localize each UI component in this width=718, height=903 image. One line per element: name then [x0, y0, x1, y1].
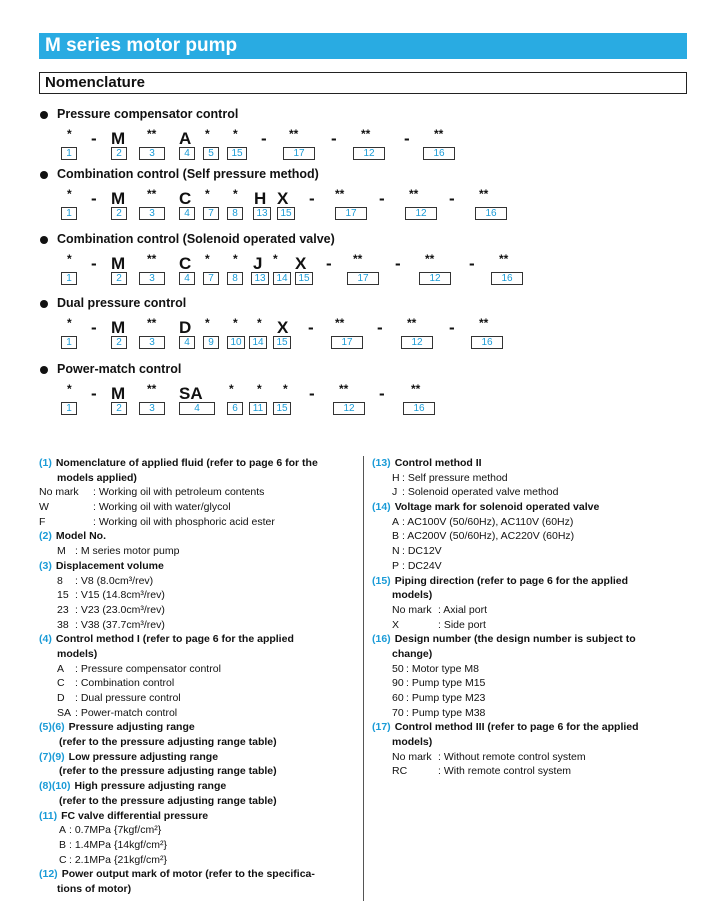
- note-value: : Pressure compensator control: [75, 662, 221, 675]
- code-number-box: 4: [179, 207, 195, 220]
- note-key: 38: [57, 618, 69, 631]
- note-line: [372, 647, 692, 662]
- note-text: models): [392, 589, 433, 602]
- note-heading: Control method I (refer to page 6 for the applied: [55, 633, 294, 646]
- code-symbol: -: [309, 189, 315, 208]
- nomenclature-section: [39, 108, 687, 168]
- code-number-box: 4: [179, 402, 215, 415]
- section-title: Combination control (Solenoid operated valve): [57, 232, 335, 246]
- note-value: : Combination control: [75, 677, 175, 690]
- note-number: (14): [372, 501, 391, 514]
- code-symbol: *: [67, 382, 72, 396]
- code-symbol: *: [229, 382, 234, 396]
- note-number: (7)(9): [39, 750, 65, 763]
- code-symbol: **: [479, 316, 489, 330]
- section-title: Dual pressure control: [57, 296, 187, 310]
- note-line: [372, 529, 692, 544]
- note-key: B: [59, 838, 67, 851]
- note-line: [39, 882, 359, 897]
- code-number-box: 13: [253, 207, 271, 220]
- column-divider: [363, 456, 364, 901]
- code-number-box: 7: [203, 207, 219, 220]
- note-value: : V8 (8.0cm³/rev): [75, 574, 154, 587]
- note-value: : AC200V (50/60Hz), AC220V (60Hz): [402, 530, 575, 543]
- code-number-box: 17: [283, 147, 315, 160]
- code-symbol: -: [91, 189, 97, 208]
- code-number-box: 6: [227, 402, 243, 415]
- code-symbol: *: [257, 382, 262, 396]
- note-line: [39, 559, 359, 574]
- code-number-box: 10: [227, 336, 245, 349]
- note-key: M: [57, 545, 66, 558]
- code-symbol: *: [283, 382, 288, 396]
- note-key: No mark: [392, 750, 432, 763]
- code-symbol: -: [379, 384, 385, 403]
- note-heading: Model No.: [55, 530, 107, 543]
- note-number: (1): [39, 457, 52, 469]
- note-line: [372, 750, 692, 765]
- note-line: [39, 735, 359, 750]
- note-key: X: [392, 618, 400, 631]
- code-number-box: 7: [203, 272, 219, 285]
- note-line: [39, 706, 359, 721]
- note-line: [39, 691, 359, 706]
- code-number-box: 13: [251, 272, 269, 285]
- note-value: : DC12V: [402, 545, 442, 558]
- code-symbol: X: [277, 318, 289, 337]
- code-number-box: 2: [111, 336, 127, 349]
- code-number-box: 1: [61, 207, 77, 220]
- code-number-box: 15: [227, 147, 247, 160]
- code-symbol: *: [233, 316, 238, 330]
- code-number-box: 12: [405, 207, 437, 220]
- code-symbol: C: [179, 254, 192, 273]
- code-symbol: -: [91, 254, 97, 273]
- bullet-icon: [40, 111, 48, 119]
- code-symbol: **: [353, 252, 363, 266]
- note-value: : Pump type M38: [406, 706, 486, 719]
- note-value: : 0.7MPa {7kgf/cm²}: [69, 824, 162, 837]
- note-number: (17): [372, 721, 391, 734]
- note-line: [372, 706, 692, 721]
- note-number: (15): [372, 574, 391, 587]
- code-symbol: -: [91, 129, 97, 148]
- code-symbol: **: [335, 316, 345, 330]
- note-heading: Nomenclature of applied fluid (refer to page 6 for the: [55, 457, 318, 469]
- note-key: A: [59, 824, 67, 837]
- code-symbol: **: [335, 187, 345, 201]
- bullet-icon: [40, 171, 48, 179]
- code-symbol: -: [404, 129, 410, 148]
- note-text: (refer to the pressure adjusting range table): [59, 794, 277, 807]
- code-number-box: 3: [139, 207, 165, 220]
- note-line: [39, 838, 359, 853]
- note-line: [372, 485, 692, 500]
- code-number-box: 2: [111, 272, 127, 285]
- code-number-box: 15: [273, 336, 291, 349]
- note-line: [39, 823, 359, 838]
- code-symbol: M: [111, 189, 126, 208]
- note-line: [372, 676, 692, 691]
- note-key: 60: [392, 692, 404, 704]
- nomenclature-section: [39, 363, 687, 423]
- note-line: [39, 588, 359, 603]
- note-line: [372, 720, 692, 735]
- code-symbol: *: [233, 252, 238, 266]
- note-key: A: [57, 662, 65, 675]
- note-number: (2): [39, 530, 52, 543]
- code-symbol: **: [409, 187, 419, 201]
- code-symbol: H: [254, 189, 267, 208]
- note-line: [39, 764, 359, 779]
- note-line: [372, 764, 692, 779]
- note-value: : Power-match control: [75, 706, 178, 719]
- code-number-box: 16: [423, 147, 455, 160]
- code-symbol: X: [295, 254, 307, 273]
- code-symbol: -: [326, 254, 332, 273]
- note-line: [39, 676, 359, 691]
- note-key: 15: [57, 589, 69, 602]
- code-symbol: -: [449, 318, 455, 337]
- code-number-box: 16: [471, 336, 503, 349]
- code-number-box: 1: [61, 336, 77, 349]
- note-heading: Pressure adjusting range: [68, 721, 195, 734]
- note-value: : V23 (23.0cm³/rev): [75, 603, 165, 616]
- note-line: [39, 779, 359, 794]
- note-line: [372, 456, 692, 471]
- note-line: [39, 647, 359, 662]
- note-number: (12): [39, 868, 58, 881]
- bullet-icon: [40, 366, 48, 374]
- code-number-box: 8: [227, 207, 243, 220]
- code-number-box: 1: [61, 402, 77, 415]
- note-line: [372, 662, 692, 677]
- note-heading: Control method III (refer to page 6 for the applied: [394, 721, 639, 734]
- note-value: : With remote control system: [438, 765, 572, 778]
- code-symbol: J: [253, 254, 263, 273]
- note-value: : M series motor pump: [75, 545, 180, 558]
- note-key: N: [392, 545, 400, 558]
- note-key: No mark: [39, 486, 79, 499]
- note-key: 8: [57, 574, 63, 587]
- note-number: (11): [39, 809, 58, 822]
- code-symbol: M: [111, 384, 126, 403]
- nomenclature-header: [39, 72, 687, 94]
- code-symbol: -: [309, 384, 315, 403]
- code-symbol: -: [377, 318, 383, 337]
- note-value: : Working oil with water/glycol: [93, 501, 231, 514]
- note-line: [39, 456, 359, 471]
- note-key: 23: [57, 603, 69, 616]
- note-line: [39, 853, 359, 868]
- note-value: : V38 (37.7cm³/rev): [75, 618, 165, 631]
- code-number-box: 15: [295, 272, 313, 285]
- note-line: [39, 603, 359, 618]
- code-number-box: 12: [333, 402, 365, 415]
- note-text: change): [392, 647, 433, 660]
- code-number-box: 12: [401, 336, 433, 349]
- code-number-box: 3: [139, 402, 165, 415]
- note-line: [39, 867, 359, 882]
- code-number-box: 15: [277, 207, 295, 220]
- note-line: [372, 544, 692, 559]
- code-symbol: **: [147, 382, 157, 396]
- code-symbol: A: [179, 129, 192, 148]
- note-value: : 1.4MPa {14kgf/cm²}: [69, 838, 168, 851]
- code-number-box: 16: [403, 402, 435, 415]
- note-text: (refer to the pressure adjusting range table): [59, 765, 277, 778]
- code-number-box: 2: [111, 402, 127, 415]
- note-key: SA: [57, 706, 72, 719]
- note-heading: High pressure adjusting range: [74, 780, 227, 793]
- note-heading: Design number (the design number is subject to: [394, 633, 636, 646]
- code-symbol: *: [67, 316, 72, 330]
- code-symbol: -: [395, 254, 401, 273]
- code-symbol: **: [147, 127, 157, 141]
- note-line: [39, 574, 359, 589]
- code-symbol: X: [277, 189, 289, 208]
- code-symbol: -: [91, 384, 97, 403]
- note-value: : DC24V: [402, 559, 442, 572]
- code-number-box: 16: [491, 272, 523, 285]
- note-key: J: [392, 486, 398, 499]
- code-number-box: 17: [335, 207, 367, 220]
- code-symbol: -: [308, 318, 314, 337]
- section-title: Power-match control: [57, 362, 182, 376]
- code-symbol: *: [205, 187, 210, 201]
- code-symbol: M: [111, 129, 126, 148]
- code-number-box: 1: [61, 272, 77, 285]
- code-number-box: 11: [249, 402, 267, 415]
- nomenclature-section: [39, 233, 687, 293]
- note-text: models): [392, 736, 433, 749]
- note-key: B: [392, 530, 400, 543]
- note-heading: Power output mark of motor (refer to the specifica-: [61, 868, 315, 881]
- note-number: (4): [39, 633, 52, 646]
- code-symbol: M: [111, 318, 126, 337]
- note-key: 70: [392, 706, 404, 719]
- code-symbol: **: [479, 187, 489, 201]
- code-number-box: 12: [353, 147, 385, 160]
- note-line: [372, 618, 692, 633]
- note-key: A: [392, 515, 400, 528]
- note-line: [39, 529, 359, 544]
- note-line: [39, 515, 359, 530]
- code-symbol: **: [499, 252, 509, 266]
- note-line: [372, 515, 692, 530]
- code-symbol: **: [147, 187, 157, 201]
- code-number-box: 3: [139, 147, 165, 160]
- code-number-box: 5: [203, 147, 219, 160]
- code-symbol: **: [425, 252, 435, 266]
- section-title: Pressure compensator control: [57, 107, 239, 121]
- note-value: : AC100V (50/60Hz), AC110V (60Hz): [402, 515, 574, 528]
- code-symbol: -: [449, 189, 455, 208]
- note-value: : Pump type M15: [406, 677, 486, 690]
- note-key: C: [59, 853, 67, 866]
- code-symbol: **: [434, 127, 444, 141]
- code-number-box: 17: [331, 336, 363, 349]
- code-symbol: **: [411, 382, 421, 396]
- page-title: M series motor pump: [45, 35, 238, 56]
- code-number-box: 8: [227, 272, 243, 285]
- note-key: F: [39, 515, 46, 528]
- nomenclature-section: [39, 168, 687, 228]
- note-key: No mark: [392, 603, 432, 616]
- note-line: [39, 544, 359, 559]
- note-text: (refer to the pressure adjusting range table): [59, 736, 277, 749]
- code-number-box: 2: [111, 147, 127, 160]
- note-line: [39, 720, 359, 735]
- note-value: : V15 (14.8cm³/rev): [75, 589, 165, 602]
- code-symbol: -: [331, 129, 337, 148]
- code-symbol: -: [261, 129, 267, 148]
- code-symbol: C: [179, 189, 192, 208]
- note-heading: Control method II: [394, 457, 482, 469]
- note-value: : Solenoid operated valve method: [402, 486, 559, 499]
- code-symbol: **: [407, 316, 417, 330]
- title-bar: [39, 33, 687, 59]
- bullet-icon: [40, 300, 48, 308]
- code-symbol: *: [205, 127, 210, 141]
- note-heading: Displacement volume: [55, 559, 164, 572]
- code-number-box: 4: [179, 147, 195, 160]
- note-line: [372, 500, 692, 515]
- note-number: (5)(6): [39, 721, 65, 734]
- note-value: : 2.1MPa {21kgf/cm²}: [69, 853, 168, 866]
- code-symbol: *: [273, 252, 278, 266]
- code-number-box: 4: [179, 336, 195, 349]
- code-symbol: *: [233, 127, 238, 141]
- note-text: models applied): [57, 471, 137, 484]
- note-heading: FC valve differential pressure: [61, 809, 209, 822]
- note-line: [39, 485, 359, 500]
- note-text: models): [57, 647, 98, 660]
- section-title: Combination control (Self pressure method): [57, 167, 319, 181]
- code-symbol: **: [147, 316, 157, 330]
- note-text: tions of motor): [57, 882, 132, 895]
- code-number-box: 4: [179, 272, 195, 285]
- note-line: [39, 500, 359, 515]
- note-line: [39, 618, 359, 633]
- note-key: RC: [392, 765, 408, 778]
- nomenclature-title: Nomenclature: [45, 74, 146, 91]
- note-line: [372, 603, 692, 618]
- note-number: (3): [39, 559, 52, 572]
- right-notes-column: [372, 456, 692, 779]
- note-value: : Pump type M23: [406, 692, 486, 704]
- code-symbol: *: [257, 316, 262, 330]
- note-line: [372, 691, 692, 706]
- code-number-box: 3: [139, 272, 165, 285]
- code-symbol: **: [147, 252, 157, 266]
- note-heading: Low pressure adjusting range: [68, 750, 219, 763]
- note-line: [372, 632, 692, 647]
- note-value: : Working oil with phosphoric acid ester: [93, 515, 275, 528]
- note-key: D: [57, 692, 65, 704]
- code-symbol: M: [111, 254, 126, 273]
- note-number: (8)(10): [39, 780, 71, 793]
- note-value: : Dual pressure control: [75, 692, 181, 704]
- note-value: : Motor type M8: [406, 662, 479, 675]
- code-symbol: -: [469, 254, 475, 273]
- note-value: : Working oil with petroleum contents: [93, 486, 265, 499]
- note-line: [372, 559, 692, 574]
- note-line: [39, 794, 359, 809]
- code-symbol: *: [233, 187, 238, 201]
- nomenclature-section: [39, 297, 687, 357]
- code-symbol: **: [289, 127, 299, 141]
- code-number-box: 16: [475, 207, 507, 220]
- code-symbol: -: [379, 189, 385, 208]
- code-symbol: **: [339, 382, 349, 396]
- code-number-box: 2: [111, 207, 127, 220]
- note-key: P: [392, 559, 400, 572]
- code-number-box: 12: [419, 272, 451, 285]
- note-value: : Self pressure method: [402, 471, 508, 484]
- code-symbol: *: [205, 316, 210, 330]
- code-number-box: 14: [273, 272, 291, 285]
- bullet-icon: [40, 236, 48, 244]
- code-symbol: D: [179, 318, 192, 337]
- code-number-box: 17: [347, 272, 379, 285]
- note-number: (16): [372, 633, 391, 646]
- note-line: [39, 632, 359, 647]
- code-symbol: *: [67, 187, 72, 201]
- left-notes-column: [39, 456, 359, 897]
- code-symbol: SA: [179, 384, 203, 403]
- code-symbol: *: [67, 252, 72, 266]
- note-line: [39, 471, 359, 486]
- note-line: [39, 809, 359, 824]
- note-key: W: [39, 501, 49, 514]
- code-symbol: *: [205, 252, 210, 266]
- note-heading: Piping direction (refer to page 6 for the applied: [394, 574, 629, 587]
- note-value: : Without remote control system: [438, 750, 586, 763]
- note-key: C: [57, 677, 65, 690]
- note-value: : Axial port: [438, 603, 488, 616]
- code-symbol: **: [361, 127, 371, 141]
- note-line: [372, 471, 692, 486]
- note-value: : Side port: [438, 618, 486, 631]
- code-number-box: 15: [273, 402, 291, 415]
- note-heading: Voltage mark for solenoid operated valve: [394, 501, 600, 514]
- note-line: [372, 735, 692, 750]
- note-line: [39, 750, 359, 765]
- note-key: 50: [392, 662, 404, 675]
- note-number: (13): [372, 457, 391, 469]
- code-number-box: 3: [139, 336, 165, 349]
- code-symbol: -: [91, 318, 97, 337]
- code-number-box: 14: [249, 336, 267, 349]
- note-line: [372, 588, 692, 603]
- note-line: [39, 662, 359, 677]
- note-key: 90: [392, 677, 404, 690]
- note-key: H: [392, 471, 400, 484]
- code-number-box: 9: [203, 336, 219, 349]
- note-line: [372, 574, 692, 589]
- code-symbol: *: [67, 127, 72, 141]
- code-number-box: 1: [61, 147, 77, 160]
